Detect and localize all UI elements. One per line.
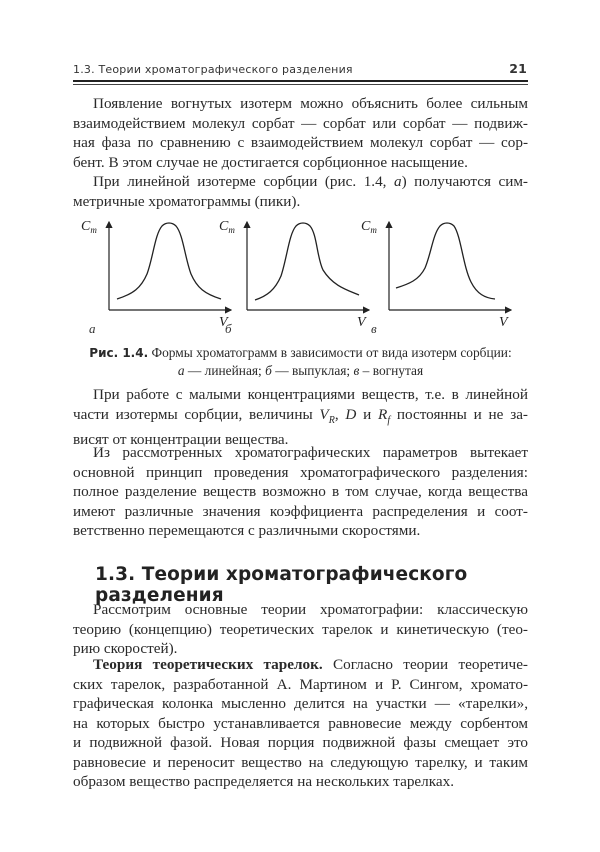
symmetric-peak-curve (117, 223, 221, 299)
caption-line-2 (73, 362, 528, 379)
panel-c (361, 219, 511, 336)
text-line: и подвижной фазой. Новая порция подвижной фазы смещает это (73, 734, 528, 751)
header-rule (73, 80, 528, 82)
run-in-heading: Теория теоретических тарелок. (93, 656, 323, 673)
paragraph-separation-principle (73, 443, 528, 541)
text-span: ) получаются сим- (401, 173, 528, 190)
page-number: 21 (509, 61, 527, 76)
running-header (73, 61, 528, 79)
figure-reference: а (394, 173, 402, 190)
text-span: , (334, 405, 346, 423)
caption-text: — линейная; (184, 363, 266, 378)
text-line: на которых быстро устанавливается равновесие между сорбентом (73, 714, 528, 732)
text-line: основной принцип проведения хроматографического разделения: (73, 463, 528, 481)
text-line: Появление вогнутых изотерм можно объяснить более сильным (93, 95, 528, 112)
y-axis-label: $C_m$ (219, 219, 235, 235)
panel-b (219, 219, 369, 336)
x-axis-label: V (357, 315, 366, 330)
x-axis-label: V (219, 315, 228, 330)
text-line: висят от концентрации вещества. (73, 431, 289, 449)
figure-label: Рис. 1.4. (89, 346, 149, 360)
text-line (73, 172, 528, 192)
paragraph-theories-overview (73, 600, 528, 659)
paragraph-linear-isotherm (73, 172, 528, 211)
text-line: Из рассмотренных хроматографических параметров вытекает (93, 444, 528, 461)
section-heading: 1.3. Теории хроматографического разделения (95, 564, 468, 606)
symbol-vr: $V_R$ (319, 405, 335, 426)
caption-text: — выпуклая; (271, 363, 354, 378)
text-line: бент. В этом случае не достигается сорбционное насыщение. (73, 153, 468, 171)
paragraph-low-concentrations (73, 385, 528, 450)
panel-label: а (89, 321, 96, 336)
header-rule-thin (73, 84, 528, 85)
x-axis-label: V (499, 315, 508, 330)
caption-text: – вогнутая (359, 363, 424, 378)
text-line: Рассмотрим основные теории хроматографии: классическую (93, 601, 528, 618)
paragraph-plate-theory (73, 655, 528, 792)
caption-text: Формы хроматограмм в зависимости от вида изотерм сорбции: (148, 345, 512, 360)
panel-a (81, 219, 231, 336)
figure-1-4 (73, 212, 528, 337)
text-line: метричные хроматограммы (пики). (73, 192, 301, 210)
caption-line-1 (73, 344, 528, 362)
chromatogram-shapes-figure (73, 212, 528, 340)
y-axis-label: $C_m$ (361, 219, 377, 235)
text-line: полное разделение веществ возможно в том случае, когда вещества (73, 483, 528, 500)
figure-caption (73, 344, 528, 379)
text-line (73, 405, 528, 431)
fronting-peak-curve (396, 223, 495, 299)
text-line (73, 655, 528, 675)
text-line: рию скоростей). (73, 640, 178, 657)
panel-label: в (371, 321, 377, 336)
text-line: графическая колонка мысленно делится на участки — «тарелки», (73, 695, 528, 712)
text-span: части изотермы сорбции, величины (73, 405, 320, 423)
text-line: При работе с малыми концентрациями веществ, т.е. в линейной (93, 386, 528, 403)
text-line: равновесие и переносит вещество на следующую тарелку, и таким (73, 753, 528, 771)
text-line: ная фаза по сравнению с взаимодействием молекул сорбат — сор- (73, 134, 528, 151)
paragraph-concave-isotherms (73, 94, 528, 172)
text-line: теорию (концепцию) теоретических тарелок и кинетическую (тео- (73, 620, 528, 638)
text-span: При линейной изотерме сорбции (рис. 1.4, (93, 173, 394, 190)
y-axis-label: $C_m$ (81, 219, 97, 235)
caption-key-a: а (177, 363, 185, 378)
symbol-d: D (345, 405, 357, 423)
text-line: имеют различные значения коэффициента распределения и соот- (73, 502, 528, 520)
text-span: постоянны и не за- (390, 405, 528, 423)
text-line: ветственно перемещаются с различными скоростями. (73, 522, 421, 539)
caption-key-b: б (265, 363, 272, 378)
running-title: 1.3. Теории хроматографического разделения (73, 63, 353, 76)
text-line: ских тарелок, разработанной А. Мартином и Р. Сингом, хромато- (73, 675, 528, 693)
caption-key-c: в (353, 363, 360, 378)
tailing-peak-curve (255, 223, 359, 300)
text-line: образом вещество распределяется на нескольких тарелках. (73, 773, 455, 790)
text-line: взаимодействием молекул сорбат — сорбат или сорбат — подвиж- (73, 114, 528, 132)
symbol-rf: $R_f$ (378, 405, 391, 426)
text-span: Согласно теории теоретиче- (322, 656, 528, 673)
text-span: и (356, 405, 379, 423)
panel-label: б (225, 321, 232, 336)
